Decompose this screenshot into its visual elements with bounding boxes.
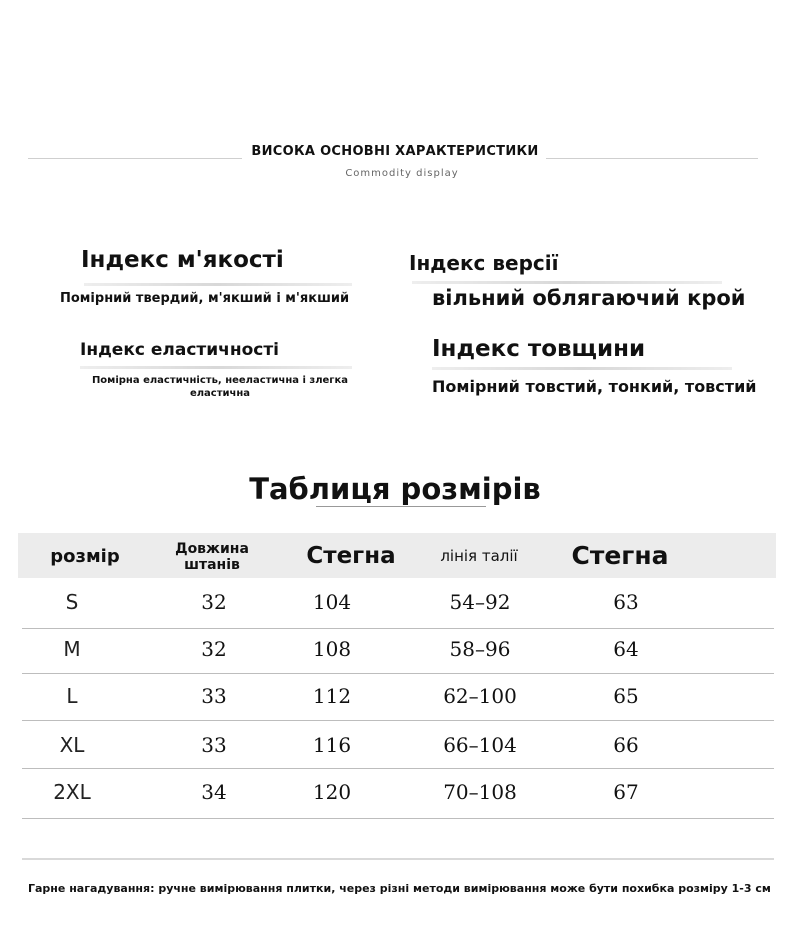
table-cell: 66 <box>613 733 639 757</box>
table-cell: 108 <box>312 637 352 661</box>
table-cell-size: M <box>63 637 81 661</box>
header-title: ВИСОКА ОСНОВНІ ХАРАКТЕРИСТИКИ <box>251 144 539 159</box>
feature-thickness-desc: Помірний товстий, тонкий, товстий <box>432 377 757 396</box>
feature-thickness-title: Індекс товщини <box>432 336 646 362</box>
table-row-divider <box>22 720 774 721</box>
table-cell: 62–100 <box>443 684 517 708</box>
table-header-length: Довжина штанів <box>175 541 249 573</box>
table-cell-size: 2XL <box>53 780 91 804</box>
table-cell: 104 <box>312 590 352 614</box>
feature-version-shade <box>412 281 722 284</box>
table-cell-size: L <box>66 684 78 708</box>
feature-softness-shade <box>84 283 352 286</box>
table-cell: 70–108 <box>443 780 517 804</box>
table-row-divider <box>22 768 774 769</box>
table-header-thigh: Стегна <box>571 541 669 570</box>
header-subtitle: Commodity display <box>345 168 459 179</box>
table-row-divider <box>22 818 774 819</box>
feature-version-title: Індекс версії <box>409 251 559 275</box>
table-header-size: розмір <box>50 546 120 567</box>
table-cell: 64 <box>613 637 639 661</box>
table-cell: 33 <box>201 684 227 708</box>
table-cell: 120 <box>312 780 352 804</box>
table-cell: 32 <box>201 637 227 661</box>
feature-softness-desc: Помірний твердий, м'якший і м'якший <box>60 291 350 306</box>
table-cell-size: S <box>65 590 79 614</box>
table-cell: 58–96 <box>449 637 511 661</box>
table-cell: 32 <box>201 590 227 614</box>
table-cell: 54–92 <box>449 590 511 614</box>
table-cell: 116 <box>312 733 352 757</box>
table-bottom-rule <box>22 858 774 860</box>
feature-elasticity-shade <box>80 366 352 369</box>
table-cell: 66–104 <box>443 733 517 757</box>
table-cell-size: XL <box>59 733 85 757</box>
table-row-divider <box>22 628 774 629</box>
size-table-title-underline <box>316 506 486 507</box>
measurement-note: Гарне нагадування: ручне вимірювання плитки, через різні методи вимірювання може бути похибка розміру 1-3 см <box>28 882 771 895</box>
feature-elasticity-title: Індекс еластичності <box>80 340 280 360</box>
table-cell: 33 <box>201 733 227 757</box>
table-header-hips: Стегна <box>306 543 396 569</box>
feature-version-desc: вільний облягаючий крой <box>432 286 746 310</box>
table-cell: 67 <box>613 780 639 804</box>
feature-softness-title: Індекс м'якості <box>81 247 284 273</box>
feature-thickness-shade <box>432 367 732 370</box>
feature-elasticity-desc: Помірна еластичність, нееластична і злегка еластична <box>91 375 349 399</box>
table-cell: 112 <box>312 684 352 708</box>
size-table-title: Таблиця розмірів <box>249 472 541 506</box>
table-row-divider <box>22 673 774 674</box>
table-cell: 34 <box>201 780 227 804</box>
table-cell: 65 <box>613 684 639 708</box>
table-cell: 63 <box>613 590 639 614</box>
table-header-waist: лінія талії <box>440 547 518 565</box>
